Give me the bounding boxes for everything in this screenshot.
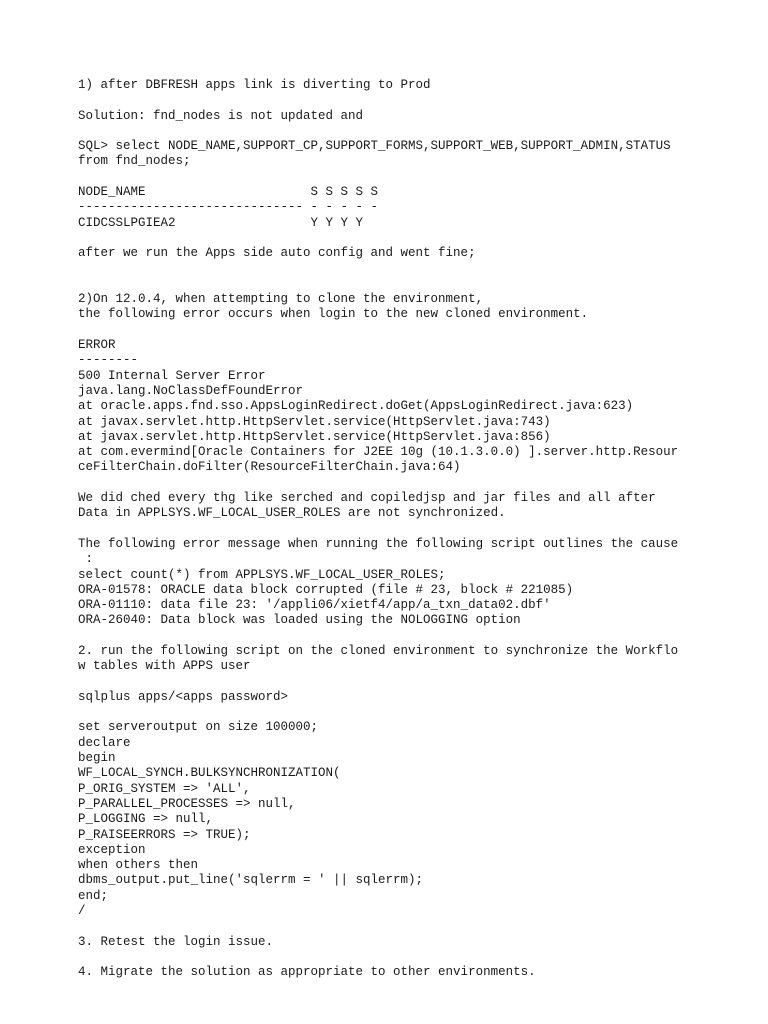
text-line: [78, 476, 738, 491]
text-line: NODE_NAME S S S S S: [78, 185, 379, 200]
text-line: ORA-01110: data file 23: '/appli06/xietf4/app/a_txn_data02.dbf': [78, 598, 551, 613]
text-line: SQL> select NODE_NAME,SUPPORT_CP,SUPPORT_FORMS,SUPPORT_WEB,SUPPORT_ADMIN,STATUS: [78, 139, 671, 154]
text-line: P_RAISEERRORS => TRUE);: [78, 827, 251, 842]
text-line: [78, 124, 738, 139]
text-line: 3. Retest the login issue.: [78, 934, 274, 949]
text-line: at javax.servlet.http.HttpServlet.service(HttpServlet.java:743): [78, 414, 551, 429]
text-line: [78, 629, 738, 644]
text-line: ORA-26040: Data block was loaded using the NOLOGGING option: [78, 613, 521, 628]
text-line: 2. run the following script on the cloned environment to synchronize the Workflo: [78, 643, 679, 658]
text-line: sqlplus apps/<apps password>: [78, 689, 289, 704]
document-page: [78, 78, 738, 981]
text-line: Data in APPLSYS.WF_LOCAL_USER_ROLES are not synchronized.: [78, 506, 506, 521]
text-line: when others then: [78, 858, 199, 873]
text-line: begin: [78, 751, 116, 766]
text-line: from fnd_nodes;: [78, 154, 191, 169]
text-line: [78, 93, 738, 108]
text-line: set serveroutput on size 100000;: [78, 720, 319, 735]
text-line: P_LOGGING => null,: [78, 812, 214, 827]
text-line: [78, 675, 738, 690]
text-line: [78, 231, 738, 246]
text-line: P_ORIG_SYSTEM => 'ALL',: [78, 781, 251, 796]
text-line: 2)On 12.0.4, when attempting to clone the environment,: [78, 292, 484, 307]
text-line: P_PARALLEL_PROCESSES => null,: [78, 796, 296, 811]
text-line: CIDCSSLPGIEA2 Y Y Y Y: [78, 215, 364, 230]
text-line: [78, 522, 738, 537]
text-line: exception: [78, 842, 146, 857]
text-line: declare: [78, 735, 131, 750]
text-line: We did ched every thg like serched and copiledjsp and jar files and all after: [78, 491, 656, 506]
text-line: Solution: fnd_nodes is not updated and: [78, 108, 364, 123]
text-line: w tables with APPS user: [78, 659, 251, 674]
text-line: 1) after DBFRESH apps link is diverting to Prod: [78, 78, 431, 92]
text-line: at oracle.apps.fnd.sso.AppsLoginRedirect.doGet(AppsLoginRedirect.java:623): [78, 399, 634, 414]
text-line: WF_LOCAL_SYNCH.BULKSYNCHRONIZATION(: [78, 766, 341, 781]
text-line: --------: [78, 353, 139, 368]
text-line: dbms_output.put_line('sqlerrm = ' || sqlerrm);: [78, 873, 424, 888]
text-line: end;: [78, 888, 109, 903]
text-line: [78, 262, 738, 277]
text-line: The following error message when running the following script outlines the cause: [78, 536, 679, 551]
text-line: [78, 323, 738, 338]
text-line: 4. Migrate the solution as appropriate to other environments.: [78, 965, 536, 980]
text-line: at javax.servlet.http.HttpServlet.service(HttpServlet.java:856): [78, 429, 551, 444]
text-line: 500 Internal Server Error: [78, 368, 266, 383]
text-line: ------------------------------ - - - - -: [78, 200, 379, 215]
text-line: /: [78, 904, 86, 919]
text-line: [78, 170, 738, 185]
text-line: select count(*) from APPLSYS.WF_LOCAL_USER_ROLES;: [78, 567, 446, 582]
text-line: ERROR: [78, 338, 116, 353]
text-line: java.lang.NoClassDefFoundError: [78, 383, 304, 398]
text-line: [78, 950, 738, 965]
text-line: ORA-01578: ORACLE data block corrupted (file # 23, block # 221085): [78, 582, 574, 597]
text-line: :: [78, 552, 94, 567]
text-line: [78, 705, 738, 720]
text-line: [78, 277, 738, 292]
text-line: [78, 919, 738, 934]
text-line: the following error occurs when login to the new cloned environment.: [78, 307, 589, 322]
text-line: ceFilterChain.doFilter(ResourceFilterChain.java:64): [78, 460, 461, 475]
text-line: at com.evermind[Oracle Containers for J2EE 10g (10.1.3.0.0) ].server.http.Resour: [78, 445, 679, 460]
text-line: after we run the Apps side auto config and went fine;: [78, 246, 476, 261]
